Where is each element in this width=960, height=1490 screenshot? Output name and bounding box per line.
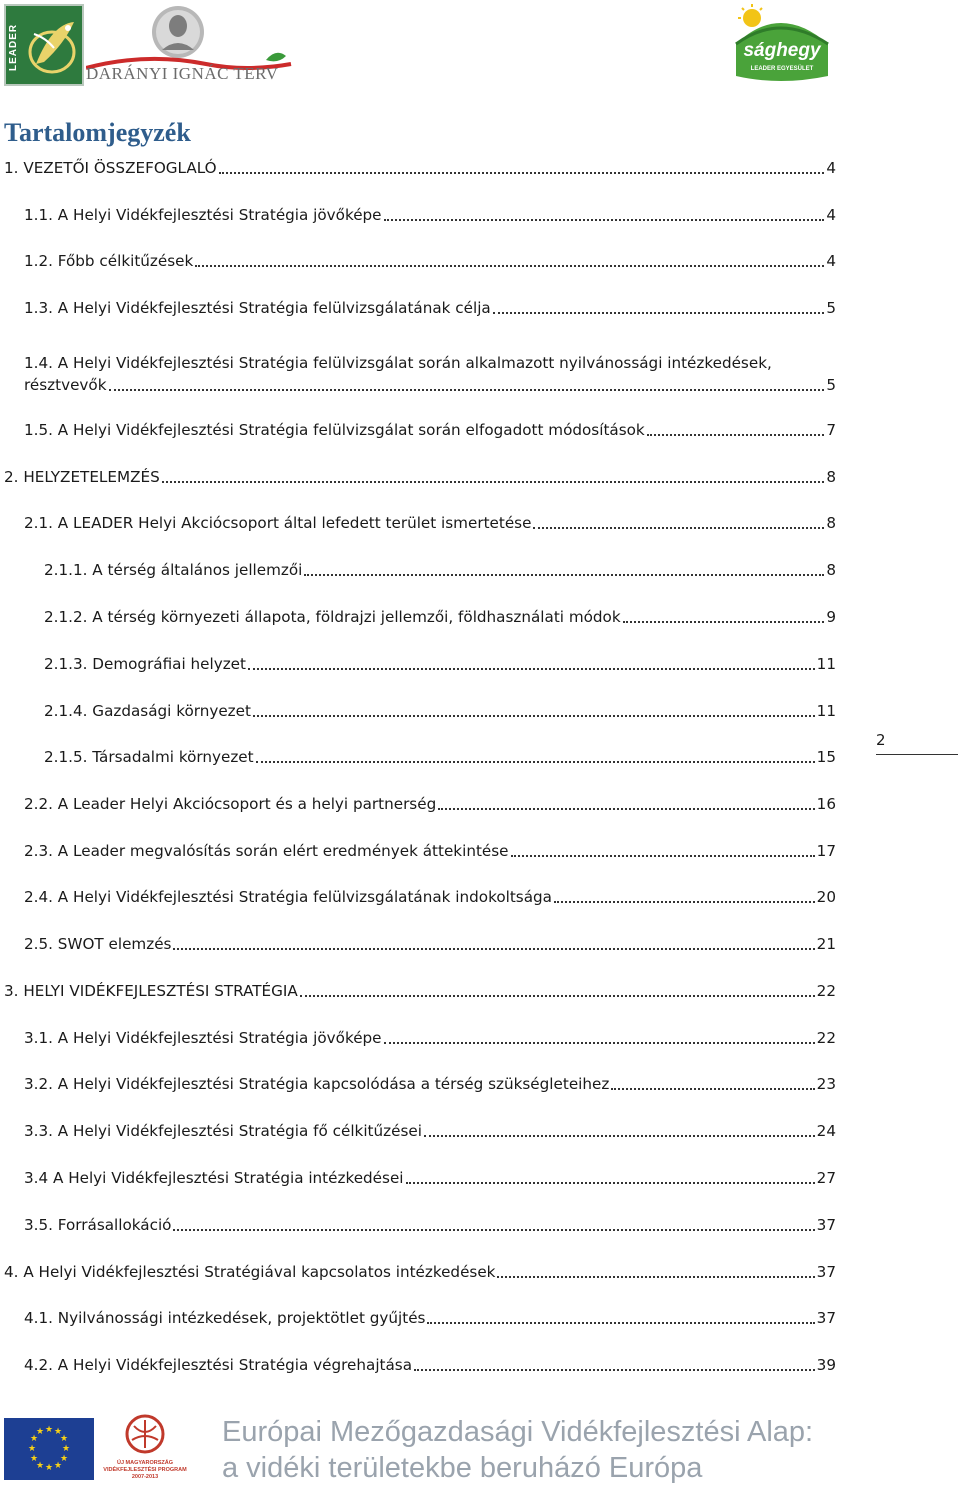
svg-text:★: ★ [59,1454,69,1464]
toc-entry[interactable] [24,1073,836,1095]
toc-entry-label: 2.1.4. Gazdasági környezet [44,702,251,720]
svg-text:★: ★ [53,1427,63,1437]
leaf-icon [24,14,80,80]
toc-entry[interactable] [24,933,836,955]
svg-text:★: ★ [29,1434,39,1444]
eu-flag-logo [4,1418,94,1480]
toc-entry-label: 1.2. Főbb célkitűzések [24,252,194,270]
eu-stars-icon [4,1418,94,1480]
toc-entry-page: 5 [826,376,836,394]
svg-text:★: ★ [35,1427,45,1437]
toc-leader-dots [173,948,814,950]
toc-entry[interactable] [44,653,836,675]
toc-leader-dots [611,1088,814,1090]
toc-entry-page: 16 [816,795,836,813]
saghegy-logo-subtitle: LEADER EGYESÜLET [750,66,814,72]
svg-text:★: ★ [35,1461,45,1471]
toc-entry-label: 2.1.3. Demográfiai helyzet [44,655,246,673]
toc-entry[interactable] [24,250,836,272]
toc-entry[interactable] [44,606,836,628]
toc-leader-dots [384,219,825,221]
toc-entry[interactable] [24,1354,836,1376]
toc-leader-dots [424,1135,815,1137]
toc-entry[interactable] [24,374,836,396]
toc-leader-dots [300,995,815,997]
toc-leader-dots [554,901,815,903]
toc-entry[interactable] [24,204,836,226]
toc-leader-dots [533,527,824,529]
toc-entry-label: 3.1. A Helyi Vidékfejlesztési Stratégia jövőképe [24,1029,382,1047]
toc-entry-page: 15 [816,748,836,766]
toc-entry-label: 2. HELYZETELEMZÉS [4,468,160,486]
toc-entry-page: 37 [816,1309,836,1327]
toc-entry[interactable] [24,419,836,441]
toc-entry-label: 3.4 A Helyi Vidékfejlesztési Stratégia intézkedései [24,1169,404,1187]
leader-logo-text: LEADER [8,23,19,71]
svg-text:★: ★ [61,1444,71,1454]
toc-entry-page: 20 [816,888,836,906]
toc-entry[interactable] [4,980,836,1002]
toc-entry-page: 23 [816,1075,836,1093]
toc-entry-label-continued: résztvevők [24,376,107,394]
leader-logo [4,4,84,86]
toc-entry-label: 2.5. SWOT elemzés [24,935,172,953]
toc-entry-page: 8 [826,561,836,579]
toc-entry-page: 24 [816,1122,836,1140]
svg-text:★: ★ [27,1444,37,1454]
toc-entry-label: 1.1. A Helyi Vidékfejlesztési Stratégia jövőképe [24,206,382,224]
toc-entry[interactable] [44,700,836,722]
toc-leader-dots [256,761,815,763]
toc-entry-page: 21 [816,935,836,953]
toc-entry[interactable] [24,840,836,862]
toc-entry-page: 11 [816,702,836,720]
toc-entry-label: 2.3. A Leader megvalósítás során elért eredmények áttekintése [24,842,509,860]
toc-entry-page: 11 [816,655,836,673]
toc-entry-label: 4.1. Nyilvánossági intézkedések, projektötlet gyűjtés [24,1309,426,1327]
toc-entry-label: 3. HELYI VIDÉKFEJLESZTÉSI STRATÉGIA [4,982,298,1000]
toc-leader-dots [384,1042,815,1044]
toc-leader-dots [195,265,824,267]
toc-entry-label: 1.5. A Helyi Vidékfejlesztési Stratégia felülvizsgálat során elfogadott módosítások [24,421,645,439]
toc-leader-dots [253,715,815,717]
toc-leader-dots [162,481,825,483]
toc-entry[interactable] [24,793,836,815]
toc-leader-dots [248,668,815,670]
toc-entry-page: 5 [826,299,836,317]
toc-entry-page: 22 [816,982,836,1000]
toc-entry[interactable] [24,1120,836,1142]
toc-entry-label: 2.1. A LEADER Helyi Akciócsoport által lefedett terület ismertetése [24,514,532,532]
toc-entry-label: 1. VEZETŐI ÖSSZEFOGLALÓ [4,159,217,177]
toc-title: Tartalomjegyzék [4,118,191,147]
toc-entry[interactable] [24,512,836,534]
toc-entry[interactable] [24,1027,836,1049]
toc-entry[interactable] [24,297,836,319]
toc-entry[interactable] [4,157,836,179]
toc-leader-dots [219,172,825,174]
toc-entry-label: 4.2. A Helyi Vidékfejlesztési Stratégia végrehajtása [24,1356,413,1374]
toc-leader-dots [497,1276,814,1278]
toc-entry-label: 1.3. A Helyi Vidékfejlesztési Stratégia felülvizsgálatának célja [24,299,491,317]
svg-text:★: ★ [53,1461,63,1471]
svg-text:★: ★ [44,1425,54,1435]
toc-entry-label[interactable]: 1.4. A Helyi Vidékfejlesztési Stratégia felülvizsgálat során alkalmazott nyilvánossági intézkedések, [24,354,772,372]
page-number: 2 [876,730,958,755]
svg-text:★: ★ [29,1454,39,1464]
toc-entry-page: 8 [826,468,836,486]
toc-entry-page: 27 [816,1169,836,1187]
footer-eu-text [222,1414,834,1486]
toc-entry-label: 2.1.2. A térség környezeti állapota, földrajzi jellemzői, földhasználati módok [44,608,621,626]
toc-leader-dots [109,389,825,391]
toc-entry-page: 39 [816,1356,836,1374]
umfp-logo-text: ÚJ MAGYARORSZÁG VIDÉKFEJLESZTÉSI PROGRAM 2007-2013 [103,1460,187,1480]
toc-leader-dots [647,434,825,436]
toc-entry-page: 17 [816,842,836,860]
toc-entry-label: 3.5. Forrásallokáció [24,1216,172,1234]
toc-entry-page: 8 [826,514,836,532]
toc-entry[interactable] [24,1167,836,1189]
toc-entry[interactable] [24,1214,836,1236]
toc-leader-dots [414,1369,815,1371]
saghegy-logo-name: sághegy [743,40,821,61]
toc-entry-page: 37 [816,1216,836,1234]
toc-entry[interactable] [24,886,836,908]
toc-entry-page: 4 [826,159,836,177]
toc-leader-dots [406,1182,815,1184]
toc-leader-dots [623,621,825,623]
toc-entry[interactable] [4,466,836,488]
toc-entry-page: 9 [826,608,836,626]
toc-entry-label: 2.1.1. A térség általános jellemzői [44,561,303,579]
footer-line-1: Európai Mezőgazdasági Vidékfejlesztési Alap: [222,1416,814,1448]
toc-entry-page: 37 [816,1263,836,1281]
toc-entry-label: 2.4. A Helyi Vidékfejlesztési Stratégia felülvizsgálatának indokoltsága [24,888,552,906]
toc-leader-dots [304,574,824,576]
toc-leader-dots [511,855,815,857]
toc-entry[interactable] [24,1307,836,1329]
toc-leader-dots [173,1229,814,1231]
toc-entry-label: 2.2. A Leader Helyi Akciócsoport és a helyi partnerség [24,795,437,813]
toc-entry-page: 22 [816,1029,836,1047]
toc-leader-dots [427,1322,814,1324]
toc-entry[interactable] [44,559,836,581]
toc-entry[interactable] [44,746,836,768]
toc-entry-label: 3.3. A Helyi Vidékfejlesztési Stratégia fő célkitűzései [24,1122,422,1140]
toc-leader-dots [493,312,825,314]
toc-entry[interactable] [4,1261,836,1283]
toc-entry-label: 3.2. A Helyi Vidékfejlesztési Stratégia kapcsolódása a térség szükségleteihez [24,1075,610,1093]
toc-entry-label: 2.1.5. Társadalmi környezet [44,748,254,766]
toc-leader-dots [438,808,814,810]
toc-entry-label: 4. A Helyi Vidékfejlesztési Stratégiával kapcsolatos intézkedések [4,1263,496,1281]
toc-entry-page: 4 [826,206,836,224]
svg-text:★: ★ [44,1463,54,1473]
daranyi-logo-text: DARÁNYI IGNÁC TERV [86,64,279,83]
footer-line-2: a vidéki területekbe beruházó Európa [222,1452,703,1484]
toc-entry-page: 4 [826,252,836,270]
toc-entry-page: 7 [826,421,836,439]
svg-text:★: ★ [59,1434,69,1444]
